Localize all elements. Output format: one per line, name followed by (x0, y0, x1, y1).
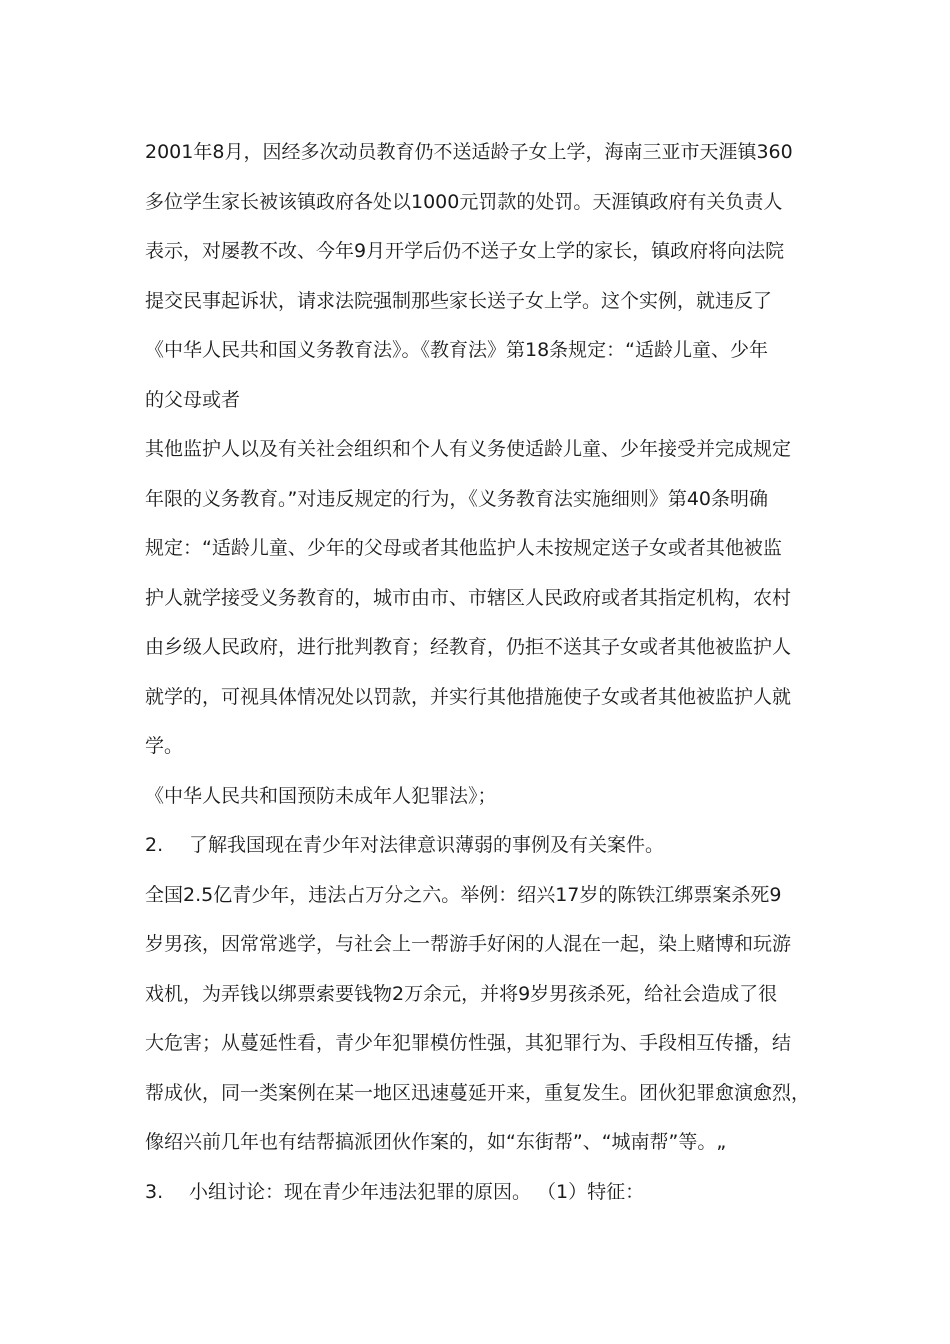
paragraph-line: 提交民事起诉状，请求法院强制那些家长送子女上学。这个实例，就违反了 (145, 289, 773, 312)
paragraph-line: 像绍兴前几年也有结帮搞派团伙作案的，如“东街帮”、“城南帮”等。„ (145, 1131, 727, 1153)
paragraph-line: 表示，对屡教不改、今年9月开学后仍不送子女上学的家长，镇政府将向法院 (145, 240, 785, 262)
paragraph-line: 其他监护人以及有关社会组织和个人有义务使适龄儿童、少年接受并完成规定 (145, 438, 792, 460)
list-item-3 (145, 1168, 825, 1218)
paragraph-line: 帮成伙，同一类案例在某一地区迅速蔓延开来，重复发生。团伙犯罪愈演愈烈， (145, 1081, 811, 1104)
paragraph-line: 戏机，为弄钱以绑票索要钱物2万余元，并将9岁男孩杀死，给社会造成了很 (145, 982, 778, 1005)
list-item-number: 2. (145, 834, 164, 856)
paragraph-line: 就学的，可视具体情况处以罚款，并实行其他措施使子女或者其他被监护人就 (145, 685, 792, 708)
list-item-text: 小组讨论：现在青少年违法犯罪的原因。 （1）特征： (189, 1180, 645, 1203)
list-item-number: 3. (145, 1180, 164, 1203)
paragraph-line: 由乡级人民政府，进行批判教育；经教育，仍拒不送其子女或者其他被监护人 (145, 636, 792, 658)
paragraph-line: 年限的义务教育。”对违反规定的行为，《义务教育法实施细则》第40条明确 (145, 487, 769, 510)
paragraph-line: 岁男孩，因常常逃学，与社会上一帮游手好闲的人混在一起，染上赌博和玩游 (145, 933, 792, 955)
paragraph-line: 全国2.5亿青少年，违法占万分之六。举例：绍兴17岁的陈铁江绑票案杀死9 (145, 883, 782, 906)
paragraph-line: 护人就学接受义务教育的，城市由市、市辖区人民政府或者其指定机构，农村 (145, 586, 792, 609)
list-item-2 (145, 821, 825, 871)
paragraph-line: 多位学生家长被该镇政府各处以1000元罚款的处罚。天涯镇政府有关负责人 (145, 190, 783, 213)
paragraph-line: 规定：“适龄儿童、少年的父母或者其他监护人未按规定送子女或者其他被监 (145, 537, 782, 559)
paragraph-line: 2001年8月，因经多次动员教育仍不送适龄子女上学，海南三亚市天涯镇360 (145, 141, 793, 163)
list-item-text: 了解我国现在青少年对法律意识薄弱的事例及有关案件。 (189, 834, 665, 856)
paragraph-line: 《中华人民共和国义务教育法》。《教育法》第18条规定：“适龄儿童、少年 (145, 339, 769, 361)
paragraph-line: 学。 (145, 735, 184, 757)
paragraph-line: 的父母或者 (145, 388, 241, 411)
paragraph-line: 大危害；从蔓延性看，青少年犯罪模仿性强，其犯罪行为、手段相互传播，结 (145, 1032, 792, 1054)
document-body (145, 128, 825, 1217)
law-title-line: 《中华人民共和国预防未成年人犯罪法》； (145, 784, 497, 807)
